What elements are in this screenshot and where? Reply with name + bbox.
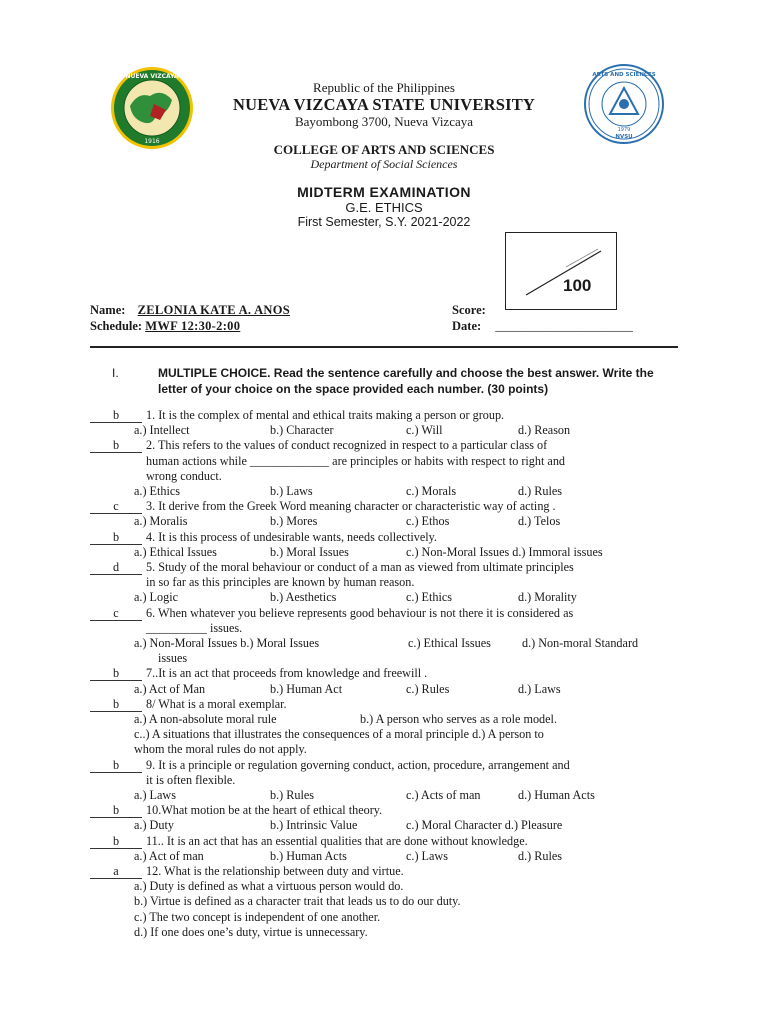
header-divider xyxy=(90,346,678,348)
question-stem xyxy=(90,697,287,712)
answer-option: c.) Morals xyxy=(406,484,457,498)
answer-option: a.) Duty xyxy=(134,818,174,833)
answer-option: d.) Reason xyxy=(518,423,571,438)
question-stem xyxy=(90,499,556,514)
answer-option: b.) Aesthetics xyxy=(270,590,337,605)
questions-list xyxy=(90,408,690,948)
republic-line: Republic of the Philippines xyxy=(313,80,455,95)
answer-option: d.) Human Acts xyxy=(518,788,595,802)
answer-option: a.) Act of Man xyxy=(134,681,206,696)
answer-option: c.) Rules xyxy=(406,681,450,696)
answer-option: b.) Laws xyxy=(270,484,313,498)
answer-field[interactable]: b xyxy=(90,804,142,818)
answer-option: a.) Logic xyxy=(134,590,178,605)
answer-option: c.) The two concept is independent of one another. xyxy=(134,909,381,924)
question-text-continued: wrong conduct. xyxy=(146,468,222,483)
answer-option: a.) Intellect xyxy=(134,423,190,438)
exam-subject: G.E. ETHICS xyxy=(345,200,423,215)
question-text: 4. It is this process of undesirable wants, needs collectively. xyxy=(146,529,437,544)
date-label: Date: xyxy=(452,319,482,333)
answer-option: a.) Laws xyxy=(134,788,176,802)
answer-option: a.) Non-Moral Issues b.) Moral Issues xyxy=(134,636,320,650)
answer-field[interactable]: b xyxy=(90,698,142,712)
score-label: Score: xyxy=(452,303,486,317)
question-text: 1. It is the complex of mental and ethical traits making a person or group. xyxy=(146,408,505,422)
exam-semester: First Semester, S.Y. 2021-2022 xyxy=(297,215,471,229)
question-text: 6. When whatever you believe represents good behaviour is not there it is considered as xyxy=(146,605,574,620)
score-slash-mark xyxy=(506,233,616,309)
question-stem xyxy=(90,408,504,423)
question-stem xyxy=(90,803,382,818)
answer-option: b.) Human Act xyxy=(270,681,343,696)
answer-option: b.) Human Acts xyxy=(270,848,347,863)
question-text: 9. It is a principle or regulation governing conduct, action, procedure, arrangement and xyxy=(146,757,570,772)
exam-title: MIDTERM EXAMINATION xyxy=(297,184,471,200)
answer-field[interactable]: b xyxy=(90,835,142,849)
question-text: 7..It is an act that proceeds from knowledge and freewill . xyxy=(146,666,428,681)
answer-option-continued: issues xyxy=(158,651,188,666)
question-stem xyxy=(90,834,528,849)
score-value: 100 xyxy=(563,276,592,295)
question-text: 12. What is the relationship between duty and virtue. xyxy=(146,864,404,878)
answer-option: c.) Ethical Issues xyxy=(408,636,491,650)
answer-option: b.) Mores xyxy=(270,514,318,529)
schedule-value: MWF 12:30-2:00 xyxy=(145,319,241,333)
answer-field[interactable]: d xyxy=(90,561,142,575)
answer-option: b.) Moral Issues xyxy=(270,544,349,559)
answer-option: d.) Rules xyxy=(518,484,563,498)
answer-field[interactable]: c xyxy=(90,500,142,514)
question-text-continued: human actions while _____________ are principles or habits with respect to right and xyxy=(146,453,566,468)
answer-option: b.) Character xyxy=(270,423,334,438)
answer-option: b.) A person who serves as a role model. xyxy=(360,712,557,726)
answer-option: c.) Non-Moral Issues d.) Immoral issues xyxy=(406,544,603,559)
answer-field[interactable]: b xyxy=(90,409,142,423)
question-stem xyxy=(90,438,547,453)
question-stem xyxy=(90,606,573,621)
answer-option: a.) Moralis xyxy=(134,514,188,529)
answer-option: c.) Moral Character d.) Pleasure xyxy=(406,818,563,833)
department-name: Department of Social Sciences xyxy=(310,157,458,171)
date-row xyxy=(452,319,633,334)
answer-option: d.) Non-moral Standard xyxy=(522,636,639,650)
schedule-label: Schedule: xyxy=(90,319,143,333)
college-name: COLLEGE OF ARTS AND SCIENCES xyxy=(273,142,495,157)
answer-option: d.) Rules xyxy=(518,848,563,863)
answer-option: b.) Intrinsic Value xyxy=(270,818,358,833)
answer-option: a.) Duty is defined as what a virtuous person would do. xyxy=(134,879,404,894)
question-stem xyxy=(90,666,427,681)
answer-option: c.) Ethos xyxy=(406,514,450,529)
question-text-continued: it is often flexible. xyxy=(146,772,236,787)
question-text-continued: in so far as this principles are known by human reason. xyxy=(146,575,415,590)
question-text-continued: __________ issues. xyxy=(146,620,243,635)
name-value: ZELONIA KATE A. ANOS xyxy=(137,303,290,317)
question-text: 3. It derive from the Greek Word meaning character or characteristic way of acting . xyxy=(146,499,556,514)
question-stem xyxy=(90,530,437,545)
answer-option: a.) A non-absolute moral rule xyxy=(134,712,277,726)
answer-field[interactable]: b xyxy=(90,439,142,453)
date-blank: ______________________ xyxy=(495,319,633,333)
section-number: I. xyxy=(112,366,119,380)
score-box xyxy=(505,232,617,310)
question-text: 11.. It is an act that has an essential qualities that are done without knowledge. xyxy=(146,833,528,848)
answer-field[interactable]: c xyxy=(90,607,142,621)
answer-option: d.) Laws xyxy=(518,681,561,696)
answer-field[interactable]: b xyxy=(90,759,142,773)
question-text: 8/ What is a moral exemplar. xyxy=(146,696,287,711)
name-row xyxy=(90,303,290,318)
svg-text:ARTS AND SCIENCES: ARTS AND SCIENCES xyxy=(592,72,656,78)
question-text: 2. This refers to the values of conduct recognized in respect to a particular class of xyxy=(146,438,548,453)
answer-field[interactable]: a xyxy=(90,865,142,879)
university-address: Bayombong 3700, Nueva Vizcaya xyxy=(294,114,474,129)
answer-option: a.) Ethical Issues xyxy=(134,544,217,559)
question-text: 10.What motion be at the heart of ethical theory. xyxy=(146,803,383,818)
answer-option: d.) If one does one’s duty, virtue is unnecessary. xyxy=(134,924,368,939)
svg-text:1916: 1916 xyxy=(144,138,160,145)
question-stem xyxy=(90,864,404,879)
answer-field[interactable]: b xyxy=(90,667,142,681)
answer-option: b.) Virtue is defined as a character trait that leads us to do our duty. xyxy=(134,894,461,909)
schedule-row xyxy=(90,319,240,334)
instructions-text: MULTIPLE CHOICE. Read the sentence carefully and choose the best answer. Write the letter of your choice on the space provided each number. (30 points) xyxy=(158,366,654,396)
answer-option: c.) Acts of man xyxy=(406,788,481,802)
answer-option: d.) Telos xyxy=(518,514,561,529)
answer-field[interactable]: b xyxy=(90,531,142,545)
answer-option: c.) Will xyxy=(406,423,443,438)
answer-option: a.) Act of man xyxy=(134,848,204,863)
question-stem xyxy=(90,758,570,773)
svg-text:NUEVA VIZCAYA: NUEVA VIZCAYA xyxy=(125,73,179,80)
answer-option: whom the moral rules do not apply. xyxy=(134,742,307,757)
answer-option: d.) Morality xyxy=(518,590,577,605)
answer-option: b.) Rules xyxy=(270,788,315,802)
question-stem xyxy=(90,560,574,575)
answer-option: c.) Laws xyxy=(406,848,448,863)
svg-text:1979: 1979 xyxy=(617,127,631,133)
answer-option: a.) Ethics xyxy=(134,484,181,498)
name-label: Name: xyxy=(90,303,126,317)
question-text: 5. Study of the moral behaviour or conduct of a man as viewed from ultimate principles xyxy=(146,560,574,574)
svg-text:NVSU: NVSU xyxy=(615,134,633,140)
answer-option: c..) A situations that illustrates the consequences of a moral principle d.) A person to xyxy=(134,727,544,742)
university-name: NUEVA VIZCAYA STATE UNIVERSITY xyxy=(232,95,536,114)
answer-option: c.) Ethics xyxy=(406,590,453,605)
